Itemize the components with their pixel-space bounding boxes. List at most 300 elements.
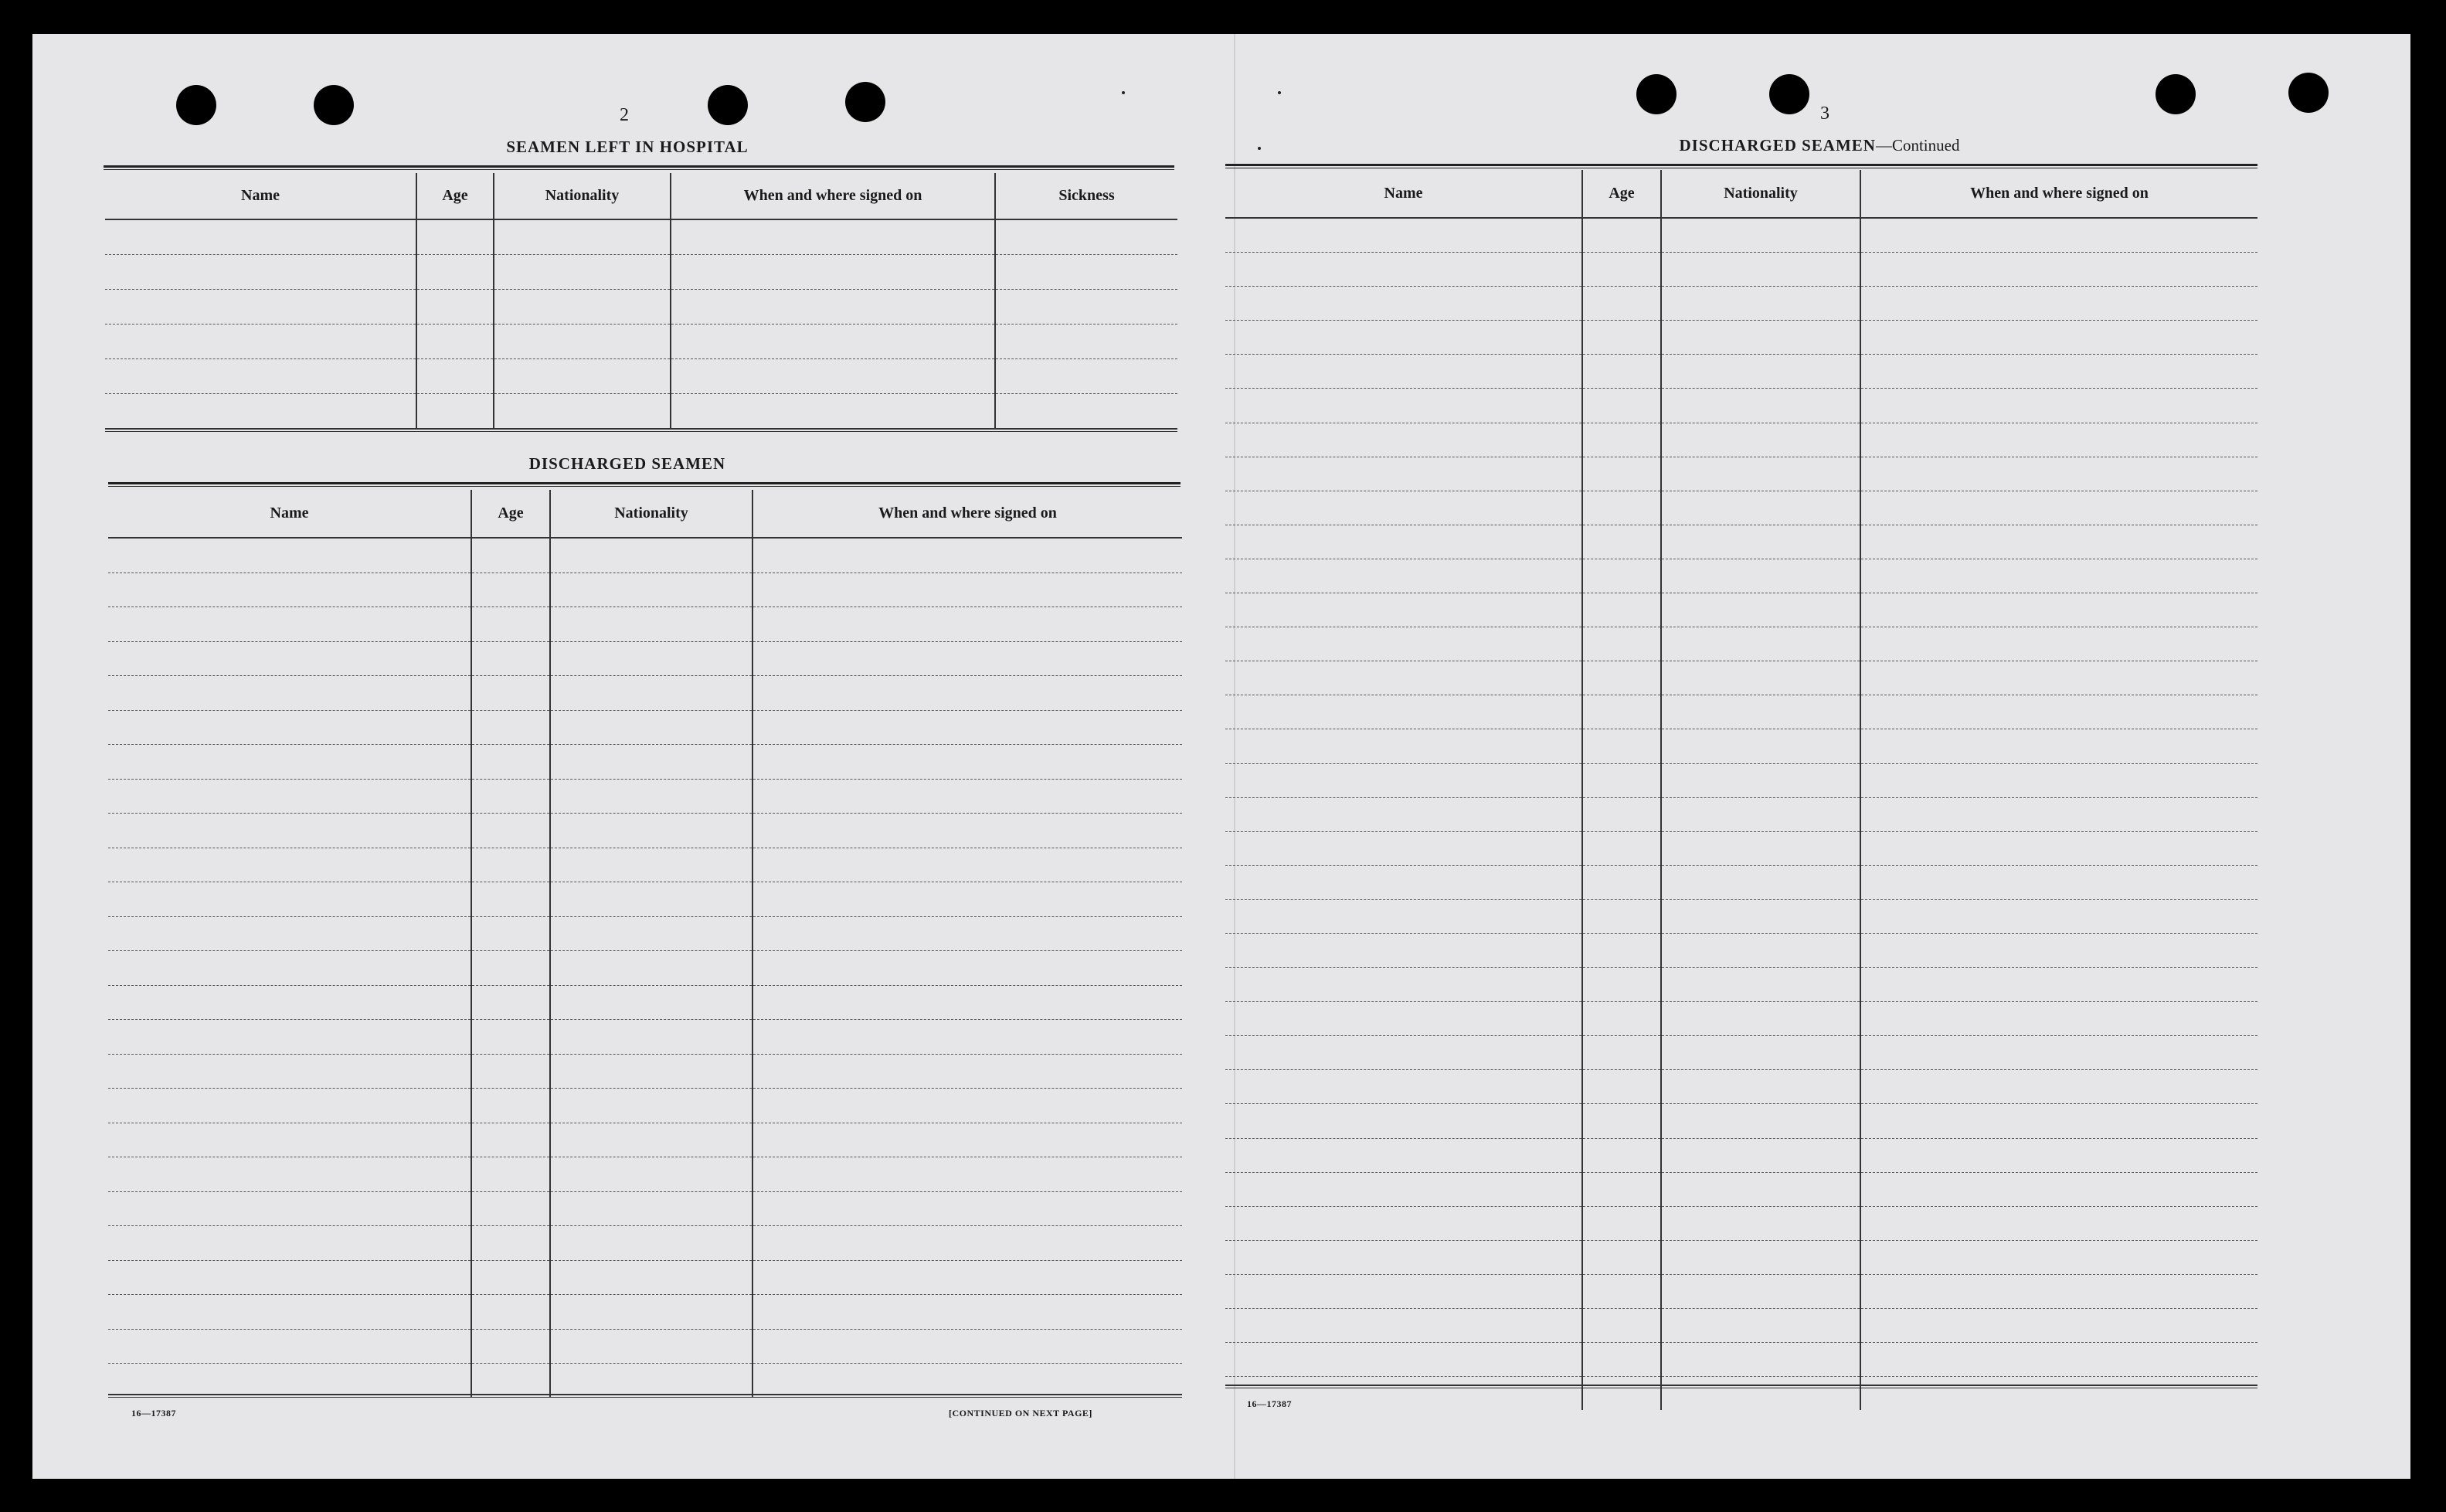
- blank-entry-cell[interactable]: [416, 359, 494, 394]
- blank-entry-cell[interactable]: [471, 1089, 550, 1123]
- blank-entry-cell[interactable]: [752, 1329, 1182, 1364]
- blank-entry-cell[interactable]: [1860, 797, 2257, 831]
- blank-entry-cell[interactable]: [1582, 1274, 1661, 1308]
- blank-entry-cell[interactable]: [1661, 831, 1860, 865]
- blank-entry-cell[interactable]: [550, 814, 752, 848]
- blank-entry-cell[interactable]: [752, 779, 1182, 814]
- blank-entry-cell[interactable]: [1582, 1070, 1661, 1104]
- blank-entry-cell[interactable]: [752, 1123, 1182, 1157]
- blank-entry-cell[interactable]: [471, 607, 550, 642]
- blank-entry-cell[interactable]: [752, 1191, 1182, 1226]
- blank-entry-cell[interactable]: [494, 324, 671, 359]
- blank-entry-cell[interactable]: [1225, 1138, 1582, 1172]
- blank-entry-cell[interactable]: [1225, 457, 1582, 491]
- table-row: [1225, 355, 2257, 389]
- blank-entry-cell[interactable]: [108, 1364, 471, 1398]
- blank-entry-cell[interactable]: [471, 779, 550, 814]
- blank-entry-cell[interactable]: [494, 394, 671, 429]
- blank-entry-cell[interactable]: [1225, 695, 1582, 729]
- blank-entry-cell[interactable]: [108, 1123, 471, 1157]
- table-row: [105, 394, 1177, 429]
- blank-entry-cell[interactable]: [752, 745, 1182, 780]
- table-row: [105, 359, 1177, 394]
- blank-entry-cell[interactable]: [108, 1089, 471, 1123]
- blank-entry-cell[interactable]: [1860, 1172, 2257, 1206]
- blank-entry-cell[interactable]: [105, 219, 416, 255]
- blank-entry-cell[interactable]: [752, 916, 1182, 951]
- blank-entry-cell[interactable]: [1582, 1309, 1661, 1343]
- blank-entry-cell[interactable]: [1582, 1002, 1661, 1036]
- blank-entry-cell[interactable]: [108, 985, 471, 1020]
- blank-entry-cell[interactable]: [108, 814, 471, 848]
- blank-entry-cell[interactable]: [671, 255, 995, 290]
- blank-entry-cell[interactable]: [1582, 423, 1661, 457]
- blank-entry-cell[interactable]: [1661, 1036, 1860, 1070]
- blank-entry-cell[interactable]: [1582, 1138, 1661, 1172]
- blank-entry-cell[interactable]: [752, 814, 1182, 848]
- blank-entry-cell[interactable]: [550, 1054, 752, 1089]
- blank-entry-cell[interactable]: [1582, 968, 1661, 1002]
- blank-entry-cell[interactable]: [1225, 389, 1582, 423]
- blank-entry-cell[interactable]: [1860, 287, 2257, 321]
- punch-hole-icon: [314, 85, 354, 125]
- blank-entry-cell[interactable]: [1582, 491, 1661, 525]
- table-row: [108, 1054, 1182, 1089]
- blank-entry-cell[interactable]: [1225, 1343, 1582, 1377]
- blank-entry-cell[interactable]: [105, 324, 416, 359]
- blank-entry-cell[interactable]: [671, 359, 995, 394]
- blank-entry-cell[interactable]: [1860, 1002, 2257, 1036]
- blank-entry-cell[interactable]: [1225, 253, 1582, 287]
- blank-entry-cell[interactable]: [752, 848, 1182, 882]
- blank-entry-cell[interactable]: [752, 538, 1182, 573]
- blank-entry-cell[interactable]: [752, 607, 1182, 642]
- table-row: [108, 779, 1182, 814]
- blank-entry-cell[interactable]: [1661, 1206, 1860, 1240]
- blank-entry-cell[interactable]: [1582, 1343, 1661, 1377]
- blank-entry-cell[interactable]: [1860, 1036, 2257, 1070]
- blank-entry-cell[interactable]: [1225, 559, 1582, 593]
- blank-entry-cell[interactable]: [1860, 1240, 2257, 1274]
- blank-entry-cell[interactable]: [1582, 559, 1661, 593]
- blank-entry-cell[interactable]: [1860, 355, 2257, 389]
- blank-entry-cell[interactable]: [1661, 695, 1860, 729]
- blank-entry-cell[interactable]: [550, 573, 752, 607]
- blank-entry-cell[interactable]: [494, 255, 671, 290]
- blank-entry-cell[interactable]: [108, 676, 471, 711]
- blank-entry-cell[interactable]: [752, 1020, 1182, 1055]
- blank-entry-cell[interactable]: [1661, 1172, 1860, 1206]
- blank-entry-cell[interactable]: [471, 1020, 550, 1055]
- table-row: [1225, 797, 2257, 831]
- blank-entry-cell[interactable]: [1661, 389, 1860, 423]
- blank-entry-cell[interactable]: [1582, 899, 1661, 933]
- blank-entry-cell[interactable]: [1860, 661, 2257, 695]
- blank-entry-cell[interactable]: [1661, 1070, 1860, 1104]
- blank-entry-cell[interactable]: [1225, 1309, 1582, 1343]
- blank-entry-cell[interactable]: [471, 1295, 550, 1330]
- table-row: [105, 324, 1177, 359]
- blank-entry-cell[interactable]: [550, 641, 752, 676]
- blank-entry-cell[interactable]: [471, 745, 550, 780]
- table-row: [1225, 1172, 2257, 1206]
- blank-entry-cell[interactable]: [1860, 933, 2257, 967]
- blank-entry-cell[interactable]: [1661, 763, 1860, 797]
- blank-entry-cell[interactable]: [1661, 729, 1860, 763]
- blank-entry-cell[interactable]: [995, 219, 1177, 255]
- blank-entry-cell[interactable]: [108, 538, 471, 573]
- blank-entry-cell[interactable]: [471, 1054, 550, 1089]
- blank-entry-cell[interactable]: [1661, 899, 1860, 933]
- blank-entry-cell[interactable]: [1661, 423, 1860, 457]
- blank-entry-cell[interactable]: [1860, 1104, 2257, 1138]
- blank-entry-cell[interactable]: [1582, 797, 1661, 831]
- blank-entry-cell[interactable]: [1860, 525, 2257, 559]
- title-rule: [108, 482, 1181, 487]
- blank-entry-cell[interactable]: [752, 573, 1182, 607]
- blank-entry-cell[interactable]: [108, 573, 471, 607]
- blank-entry-cell[interactable]: [1582, 695, 1661, 729]
- blank-entry-cell[interactable]: [105, 255, 416, 290]
- blank-entry-cell[interactable]: [1860, 1274, 2257, 1308]
- blank-entry-cell[interactable]: [1225, 933, 1582, 967]
- blank-entry-cell[interactable]: [995, 394, 1177, 429]
- blank-entry-cell[interactable]: [1661, 933, 1860, 967]
- blank-entry-cell[interactable]: [1661, 1343, 1860, 1377]
- blank-entry-cell[interactable]: [494, 359, 671, 394]
- blank-entry-cell[interactable]: [1225, 968, 1582, 1002]
- blank-entry-cell[interactable]: [671, 219, 995, 255]
- blank-entry-cell[interactable]: [1860, 763, 2257, 797]
- blank-entry-cell[interactable]: [471, 1157, 550, 1192]
- blank-entry-cell[interactable]: [471, 814, 550, 848]
- blank-entry-cell[interactable]: [1860, 1343, 2257, 1377]
- table-row: [1225, 559, 2257, 593]
- blank-entry-cell[interactable]: [471, 1364, 550, 1398]
- blank-entry-cell[interactable]: [1225, 287, 1582, 321]
- blank-entry-cell[interactable]: [550, 607, 752, 642]
- blank-entry-cell[interactable]: [1661, 627, 1860, 661]
- blank-entry-cell[interactable]: [752, 641, 1182, 676]
- blank-entry-cell[interactable]: [1582, 321, 1661, 355]
- blank-entry-cell[interactable]: [471, 848, 550, 882]
- blank-entry-cell[interactable]: [1582, 627, 1661, 661]
- table-row: [1225, 1309, 2257, 1343]
- blank-entry-cell[interactable]: [550, 1329, 752, 1364]
- blank-entry-cell[interactable]: [1225, 729, 1582, 763]
- blank-entry-cell[interactable]: [471, 1329, 550, 1364]
- blank-entry-cell[interactable]: [1661, 525, 1860, 559]
- blank-entry-cell[interactable]: [471, 951, 550, 986]
- blank-entry-cell[interactable]: [471, 985, 550, 1020]
- blank-entry-cell[interactable]: [1860, 423, 2257, 457]
- blank-entry-cell[interactable]: [995, 359, 1177, 394]
- blank-entry-cell[interactable]: [752, 882, 1182, 917]
- blank-entry-cell[interactable]: [1225, 627, 1582, 661]
- table-row: [1225, 1274, 2257, 1308]
- blank-entry-cell[interactable]: [416, 324, 494, 359]
- blank-entry-cell[interactable]: [1582, 457, 1661, 491]
- blank-entry-cell[interactable]: [1225, 1274, 1582, 1308]
- blank-entry-cell[interactable]: [550, 882, 752, 917]
- table-row: [1225, 1070, 2257, 1104]
- blank-entry-cell[interactable]: [550, 1157, 752, 1192]
- blank-entry-cell[interactable]: [550, 710, 752, 745]
- blank-entry-cell[interactable]: [550, 1260, 752, 1295]
- blank-entry-cell[interactable]: [1225, 1070, 1582, 1104]
- blank-entry-cell[interactable]: [1860, 1377, 2257, 1411]
- blank-entry-cell[interactable]: [1860, 627, 2257, 661]
- hospital-table: [105, 173, 1177, 428]
- blank-entry-cell[interactable]: [105, 394, 416, 429]
- blank-entry-cell[interactable]: [1661, 797, 1860, 831]
- blank-entry-cell[interactable]: [1661, 865, 1860, 899]
- blank-entry-cell[interactable]: [1860, 389, 2257, 423]
- blank-entry-cell[interactable]: [752, 1364, 1182, 1398]
- blank-entry-cell[interactable]: [1225, 1104, 1582, 1138]
- blank-entry-cell[interactable]: [105, 359, 416, 394]
- blank-entry-cell[interactable]: [1860, 321, 2257, 355]
- blank-entry-cell[interactable]: [471, 710, 550, 745]
- blank-entry-cell[interactable]: [494, 290, 671, 324]
- blank-entry-cell[interactable]: [471, 1226, 550, 1261]
- column-header-signed-on: When and where signed on: [1860, 170, 2257, 218]
- blank-entry-cell[interactable]: [752, 1054, 1182, 1089]
- blank-entry-cell[interactable]: [1582, 763, 1661, 797]
- blank-entry-cell[interactable]: [1582, 933, 1661, 967]
- blank-entry-cell[interactable]: [1661, 593, 1860, 627]
- blank-entry-cell[interactable]: [416, 394, 494, 429]
- blank-entry-cell[interactable]: [1860, 559, 2257, 593]
- blank-entry-cell[interactable]: [550, 1364, 752, 1398]
- blank-entry-cell[interactable]: [1860, 1206, 2257, 1240]
- blank-entry-cell[interactable]: [1661, 661, 1860, 695]
- blank-entry-cell[interactable]: [1661, 1138, 1860, 1172]
- blank-entry-cell[interactable]: [1582, 218, 1661, 253]
- blank-entry-cell[interactable]: [1860, 865, 2257, 899]
- blank-entry-cell[interactable]: [471, 1123, 550, 1157]
- blank-entry-cell[interactable]: [752, 1295, 1182, 1330]
- blank-entry-cell[interactable]: [550, 676, 752, 711]
- blank-entry-cell[interactable]: [752, 1260, 1182, 1295]
- blank-entry-cell[interactable]: [471, 916, 550, 951]
- blank-entry-cell[interactable]: [1860, 729, 2257, 763]
- table-row: [108, 814, 1182, 848]
- blank-entry-cell[interactable]: [1225, 218, 1582, 253]
- blank-entry-cell[interactable]: [1582, 1104, 1661, 1138]
- column-header-nationality: Nationality: [494, 173, 671, 219]
- blank-entry-cell[interactable]: [471, 538, 550, 573]
- blank-entry-cell[interactable]: [108, 1260, 471, 1295]
- blank-entry-cell[interactable]: [108, 882, 471, 917]
- blank-entry-cell[interactable]: [550, 538, 752, 573]
- blank-entry-cell[interactable]: [416, 290, 494, 324]
- blank-entry-cell[interactable]: [471, 676, 550, 711]
- blank-entry-cell[interactable]: [752, 1157, 1182, 1192]
- blank-entry-cell[interactable]: [1582, 1172, 1661, 1206]
- blank-entry-cell[interactable]: [108, 951, 471, 986]
- blank-entry-cell[interactable]: [108, 1329, 471, 1364]
- blank-entry-cell[interactable]: [416, 219, 494, 255]
- blank-entry-cell[interactable]: [671, 324, 995, 359]
- blank-entry-cell[interactable]: [1661, 968, 1860, 1002]
- blank-entry-cell[interactable]: [1661, 1309, 1860, 1343]
- blank-entry-cell[interactable]: [471, 882, 550, 917]
- blank-entry-cell[interactable]: [752, 1226, 1182, 1261]
- blank-entry-cell[interactable]: [108, 710, 471, 745]
- discharged-section-title: DISCHARGED SEAMEN: [528, 454, 726, 473]
- blank-entry-cell[interactable]: [550, 951, 752, 986]
- blank-entry-cell[interactable]: [108, 848, 471, 882]
- blank-entry-cell[interactable]: [1860, 1138, 2257, 1172]
- blank-entry-cell[interactable]: [752, 985, 1182, 1020]
- blank-entry-cell[interactable]: [1860, 695, 2257, 729]
- blank-entry-cell[interactable]: [1661, 253, 1860, 287]
- blank-entry-cell[interactable]: [108, 1226, 471, 1261]
- blank-entry-cell[interactable]: [1661, 321, 1860, 355]
- column-header-age: Age: [1582, 170, 1661, 218]
- blank-entry-cell[interactable]: [1225, 491, 1582, 525]
- table-row: [1225, 1002, 2257, 1036]
- blank-entry-cell[interactable]: [1860, 457, 2257, 491]
- blank-entry-cell[interactable]: [1225, 1206, 1582, 1240]
- punch-hole-icon: [845, 82, 885, 122]
- blank-entry-cell[interactable]: [1661, 287, 1860, 321]
- blank-entry-cell[interactable]: [550, 1226, 752, 1261]
- blank-entry-cell[interactable]: [1582, 1240, 1661, 1274]
- blank-entry-cell[interactable]: [1582, 831, 1661, 865]
- blank-entry-cell[interactable]: [108, 641, 471, 676]
- speck: [1258, 147, 1261, 150]
- blank-entry-cell[interactable]: [108, 1020, 471, 1055]
- blank-entry-cell[interactable]: [995, 324, 1177, 359]
- blank-entry-cell[interactable]: [752, 1089, 1182, 1123]
- blank-entry-cell[interactable]: [1582, 865, 1661, 899]
- blank-entry-cell[interactable]: [108, 1157, 471, 1192]
- blank-entry-cell[interactable]: [1225, 865, 1582, 899]
- blank-entry-cell[interactable]: [1860, 831, 2257, 865]
- blank-entry-cell[interactable]: [995, 290, 1177, 324]
- table-row: [1225, 491, 2257, 525]
- speck: [1278, 91, 1281, 94]
- blank-entry-cell[interactable]: [1225, 1240, 1582, 1274]
- blank-entry-cell[interactable]: [1225, 1036, 1582, 1070]
- blank-entry-cell[interactable]: [1661, 218, 1860, 253]
- blank-entry-cell[interactable]: [1860, 491, 2257, 525]
- blank-entry-cell[interactable]: [1661, 1240, 1860, 1274]
- table-row: [108, 985, 1182, 1020]
- blank-entry-cell[interactable]: [108, 745, 471, 780]
- blank-entry-cell[interactable]: [1582, 593, 1661, 627]
- blank-entry-cell[interactable]: [1225, 321, 1582, 355]
- blank-entry-cell[interactable]: [1661, 355, 1860, 389]
- blank-entry-cell[interactable]: [1582, 355, 1661, 389]
- blank-entry-cell[interactable]: [1860, 899, 2257, 933]
- blank-entry-cell[interactable]: [1582, 253, 1661, 287]
- blank-entry-cell[interactable]: [995, 255, 1177, 290]
- blank-entry-cell[interactable]: [1860, 593, 2257, 627]
- blank-entry-cell[interactable]: [1661, 457, 1860, 491]
- blank-entry-cell[interactable]: [1225, 593, 1582, 627]
- blank-entry-cell[interactable]: [1860, 1309, 2257, 1343]
- blank-entry-cell[interactable]: [550, 848, 752, 882]
- blank-entry-cell[interactable]: [1860, 968, 2257, 1002]
- blank-entry-cell[interactable]: [1661, 1002, 1860, 1036]
- blank-entry-cell[interactable]: [108, 1054, 471, 1089]
- punch-hole-icon: [176, 85, 216, 125]
- blank-entry-cell[interactable]: [105, 290, 416, 324]
- blank-entry-cell[interactable]: [550, 745, 752, 780]
- blank-entry-cell[interactable]: [471, 1191, 550, 1226]
- blank-entry-cell[interactable]: [550, 1191, 752, 1226]
- blank-entry-cell[interactable]: [752, 710, 1182, 745]
- table-row: [108, 1157, 1182, 1192]
- blank-entry-cell[interactable]: [1225, 899, 1582, 933]
- blank-entry-cell[interactable]: [1661, 559, 1860, 593]
- blank-entry-cell[interactable]: [1860, 253, 2257, 287]
- blank-entry-cell[interactable]: [108, 607, 471, 642]
- blank-entry-cell[interactable]: [1225, 1172, 1582, 1206]
- blank-entry-cell[interactable]: [1225, 797, 1582, 831]
- blank-entry-cell[interactable]: [1860, 218, 2257, 253]
- blank-entry-cell[interactable]: [550, 779, 752, 814]
- blank-entry-cell[interactable]: [1582, 661, 1661, 695]
- blank-entry-cell[interactable]: [1582, 1206, 1661, 1240]
- blank-entry-cell[interactable]: [108, 916, 471, 951]
- blank-entry-cell[interactable]: [1225, 661, 1582, 695]
- blank-entry-cell[interactable]: [671, 290, 995, 324]
- blank-entry-cell[interactable]: [1225, 525, 1582, 559]
- blank-entry-cell[interactable]: [416, 255, 494, 290]
- blank-entry-cell[interactable]: [671, 394, 995, 429]
- blank-entry-cell[interactable]: [550, 985, 752, 1020]
- blank-entry-cell[interactable]: [471, 573, 550, 607]
- blank-entry-cell[interactable]: [1582, 525, 1661, 559]
- blank-entry-cell[interactable]: [1582, 729, 1661, 763]
- blank-entry-cell[interactable]: [1225, 355, 1582, 389]
- column-header-name: Name: [1225, 170, 1582, 218]
- blank-entry-cell[interactable]: [550, 1123, 752, 1157]
- blank-entry-cell[interactable]: [550, 916, 752, 951]
- blank-entry-cell[interactable]: [1582, 287, 1661, 321]
- blank-entry-cell[interactable]: [1225, 1002, 1582, 1036]
- blank-entry-cell[interactable]: [752, 951, 1182, 986]
- blank-entry-cell[interactable]: [108, 1295, 471, 1330]
- blank-entry-cell[interactable]: [471, 1260, 550, 1295]
- blank-entry-cell[interactable]: [471, 641, 550, 676]
- blank-entry-cell[interactable]: [550, 1295, 752, 1330]
- blank-entry-cell[interactable]: [1582, 1377, 1661, 1411]
- blank-entry-cell[interactable]: [1225, 763, 1582, 797]
- blank-entry-cell[interactable]: [494, 219, 671, 255]
- blank-entry-cell[interactable]: [1661, 1377, 1860, 1411]
- blank-entry-cell[interactable]: [550, 1020, 752, 1055]
- blank-entry-cell[interactable]: [108, 1191, 471, 1226]
- blank-entry-cell[interactable]: [1225, 423, 1582, 457]
- blank-entry-cell[interactable]: [1661, 1104, 1860, 1138]
- blank-entry-cell[interactable]: [108, 779, 471, 814]
- blank-entry-cell[interactable]: [1582, 389, 1661, 423]
- blank-entry-cell[interactable]: [1860, 1070, 2257, 1104]
- blank-entry-cell[interactable]: [1661, 1274, 1860, 1308]
- blank-entry-cell[interactable]: [550, 1089, 752, 1123]
- blank-entry-cell[interactable]: [1661, 491, 1860, 525]
- table-row: [1225, 899, 2257, 933]
- blank-entry-cell[interactable]: [1582, 1036, 1661, 1070]
- table-row: [108, 573, 1182, 607]
- blank-entry-cell[interactable]: [1225, 831, 1582, 865]
- blank-entry-cell[interactable]: [752, 676, 1182, 711]
